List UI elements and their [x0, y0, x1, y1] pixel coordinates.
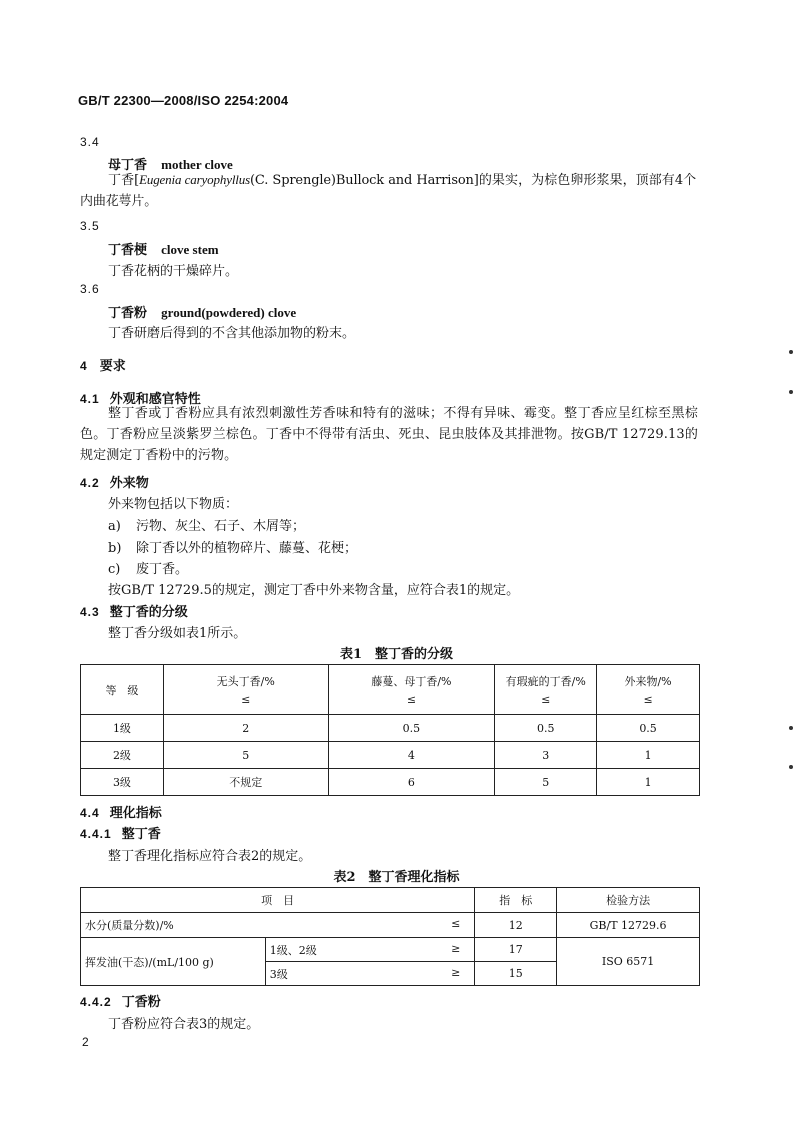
term-cn: 母丁香	[108, 158, 148, 173]
table-cell: 挥发油(干态)/(mL/100 g)	[81, 938, 266, 986]
section-paragraph: 整丁香理化指标应符合表2的规定。	[108, 849, 312, 864]
table-cell: 0.5	[495, 715, 597, 742]
table-row	[81, 715, 700, 742]
table-row	[81, 913, 700, 938]
scan-mark	[789, 390, 793, 394]
table-cell: 6	[328, 769, 495, 796]
table-cell: 不规定	[163, 769, 328, 796]
term-en: ground(powdered) clove	[161, 305, 297, 320]
table-cell: 17	[475, 938, 557, 962]
table-cell: 1级	[81, 715, 164, 742]
section-heading: 4.3 整丁香的分级	[80, 605, 188, 620]
clause-number: 3.6	[80, 282, 100, 296]
table-header-row	[81, 665, 700, 715]
table-cell: GB/T 12729.6	[557, 913, 700, 938]
term-definition: 丁香花柄的干燥碎片。	[108, 264, 239, 279]
header-cell: 项 目	[81, 888, 475, 913]
table-header-row	[81, 888, 700, 913]
clause-number: 3.4	[80, 135, 100, 149]
table-cell: 12	[475, 913, 557, 938]
header-cell: 外来物/% ≤	[597, 665, 700, 715]
term-entry	[108, 239, 219, 258]
term-definition: 丁香[Eugenia caryophyllus(C. Sprengle)Bullock and Harrison]的果实，为棕色卵形浆果，顶部有4个内曲花萼片。	[80, 172, 696, 209]
section-paragraph: 丁香粉应符合表3的规定。	[108, 1017, 260, 1032]
scan-mark	[789, 350, 793, 354]
table-cell: 3级	[81, 769, 164, 796]
section-paragraph: 按GB/T 12729.5的规定，测定丁香中外来物含量，应符合表1的规定。	[108, 583, 520, 598]
table-row	[81, 769, 700, 796]
table-cell: ISO 6571	[557, 938, 700, 986]
scan-mark	[789, 726, 793, 730]
table-cell: 2	[163, 715, 328, 742]
term-cn: 丁香梗	[108, 243, 148, 258]
section-paragraph: 外来物包括以下物质：	[108, 497, 239, 512]
table-cell: 1	[597, 769, 700, 796]
table-row	[81, 742, 700, 769]
section-paragraph: 整丁香或丁香粉应具有浓烈刺激性芳香味和特有的滋味；不得有异味、霉变。整丁香应呈红棕至黑棕色。丁香粉应呈淡紫罗兰棕色。丁香中不得带有活虫、死虫、昆虫肢体及其排泄物。按GB/T 12729.13的规定测定丁香粉中的污物。	[80, 406, 698, 463]
header-cell: 藤蔓、母丁香/% ≤	[328, 665, 495, 715]
header-cell: 有瑕疵的丁香/% ≤	[495, 665, 597, 715]
list-item: c) 废丁香。	[108, 562, 189, 577]
section-paragraph: 整丁香分级如表1所示。	[108, 626, 247, 641]
table-row	[81, 938, 700, 962]
physicochemical-table	[80, 887, 700, 986]
section-heading: 4.2 外来物	[80, 476, 149, 491]
page-number: 2	[82, 1035, 90, 1049]
table-caption: 表1 整丁香的分级	[339, 647, 454, 662]
section-heading: 4 要求	[80, 359, 126, 374]
section-heading: 4.1 外观和感官特性	[80, 392, 201, 407]
header-cell: 指 标	[475, 888, 557, 913]
table-cell: 1	[597, 742, 700, 769]
term-en: clove stem	[161, 242, 219, 257]
table-cell: 5	[495, 769, 597, 796]
table-cell: 3	[495, 742, 597, 769]
table-cell: 0.5	[597, 715, 700, 742]
section-heading: 4.4 理化指标	[80, 806, 162, 821]
list-item: b) 除丁香以外的植物碎片、藤蔓、花梗；	[108, 541, 358, 556]
table-cell: 5	[163, 742, 328, 769]
header-cell: 检验方法	[557, 888, 700, 913]
header-cell: 无头丁香/% ≤	[163, 665, 328, 715]
table-cell: 3级 ≥	[265, 962, 475, 986]
table-cell: 水分(质量分数)/% ≤	[81, 913, 475, 938]
section-heading: 4.4.2 丁香粉	[80, 995, 161, 1010]
list-item: a) 污物、灰尘、石子、木屑等；	[108, 519, 306, 534]
standard-code: GB/T 22300—2008/ISO 2254:2004	[78, 93, 289, 108]
term-en: mother clove	[161, 157, 233, 172]
clause-number: 3.5	[80, 219, 100, 233]
table-cell: 0.5	[328, 715, 495, 742]
table-cell: 4	[328, 742, 495, 769]
term-definition: 丁香研磨后得到的不含其他添加物的粉末。	[108, 326, 356, 341]
latin-name: Eugenia caryophyllus	[139, 172, 250, 187]
grading-table	[80, 664, 700, 796]
header-cell: 等 级	[81, 665, 164, 715]
table-cell: 2级	[81, 742, 164, 769]
table-cell: 15	[475, 962, 557, 986]
table-cell: 1级、2级 ≥	[265, 938, 475, 962]
term-entry	[108, 302, 296, 321]
term-cn: 丁香粉	[108, 306, 148, 321]
section-heading: 4.4.1 整丁香	[80, 827, 161, 842]
scan-mark	[789, 765, 793, 769]
table-caption: 表2 整丁香理化指标	[333, 870, 460, 885]
